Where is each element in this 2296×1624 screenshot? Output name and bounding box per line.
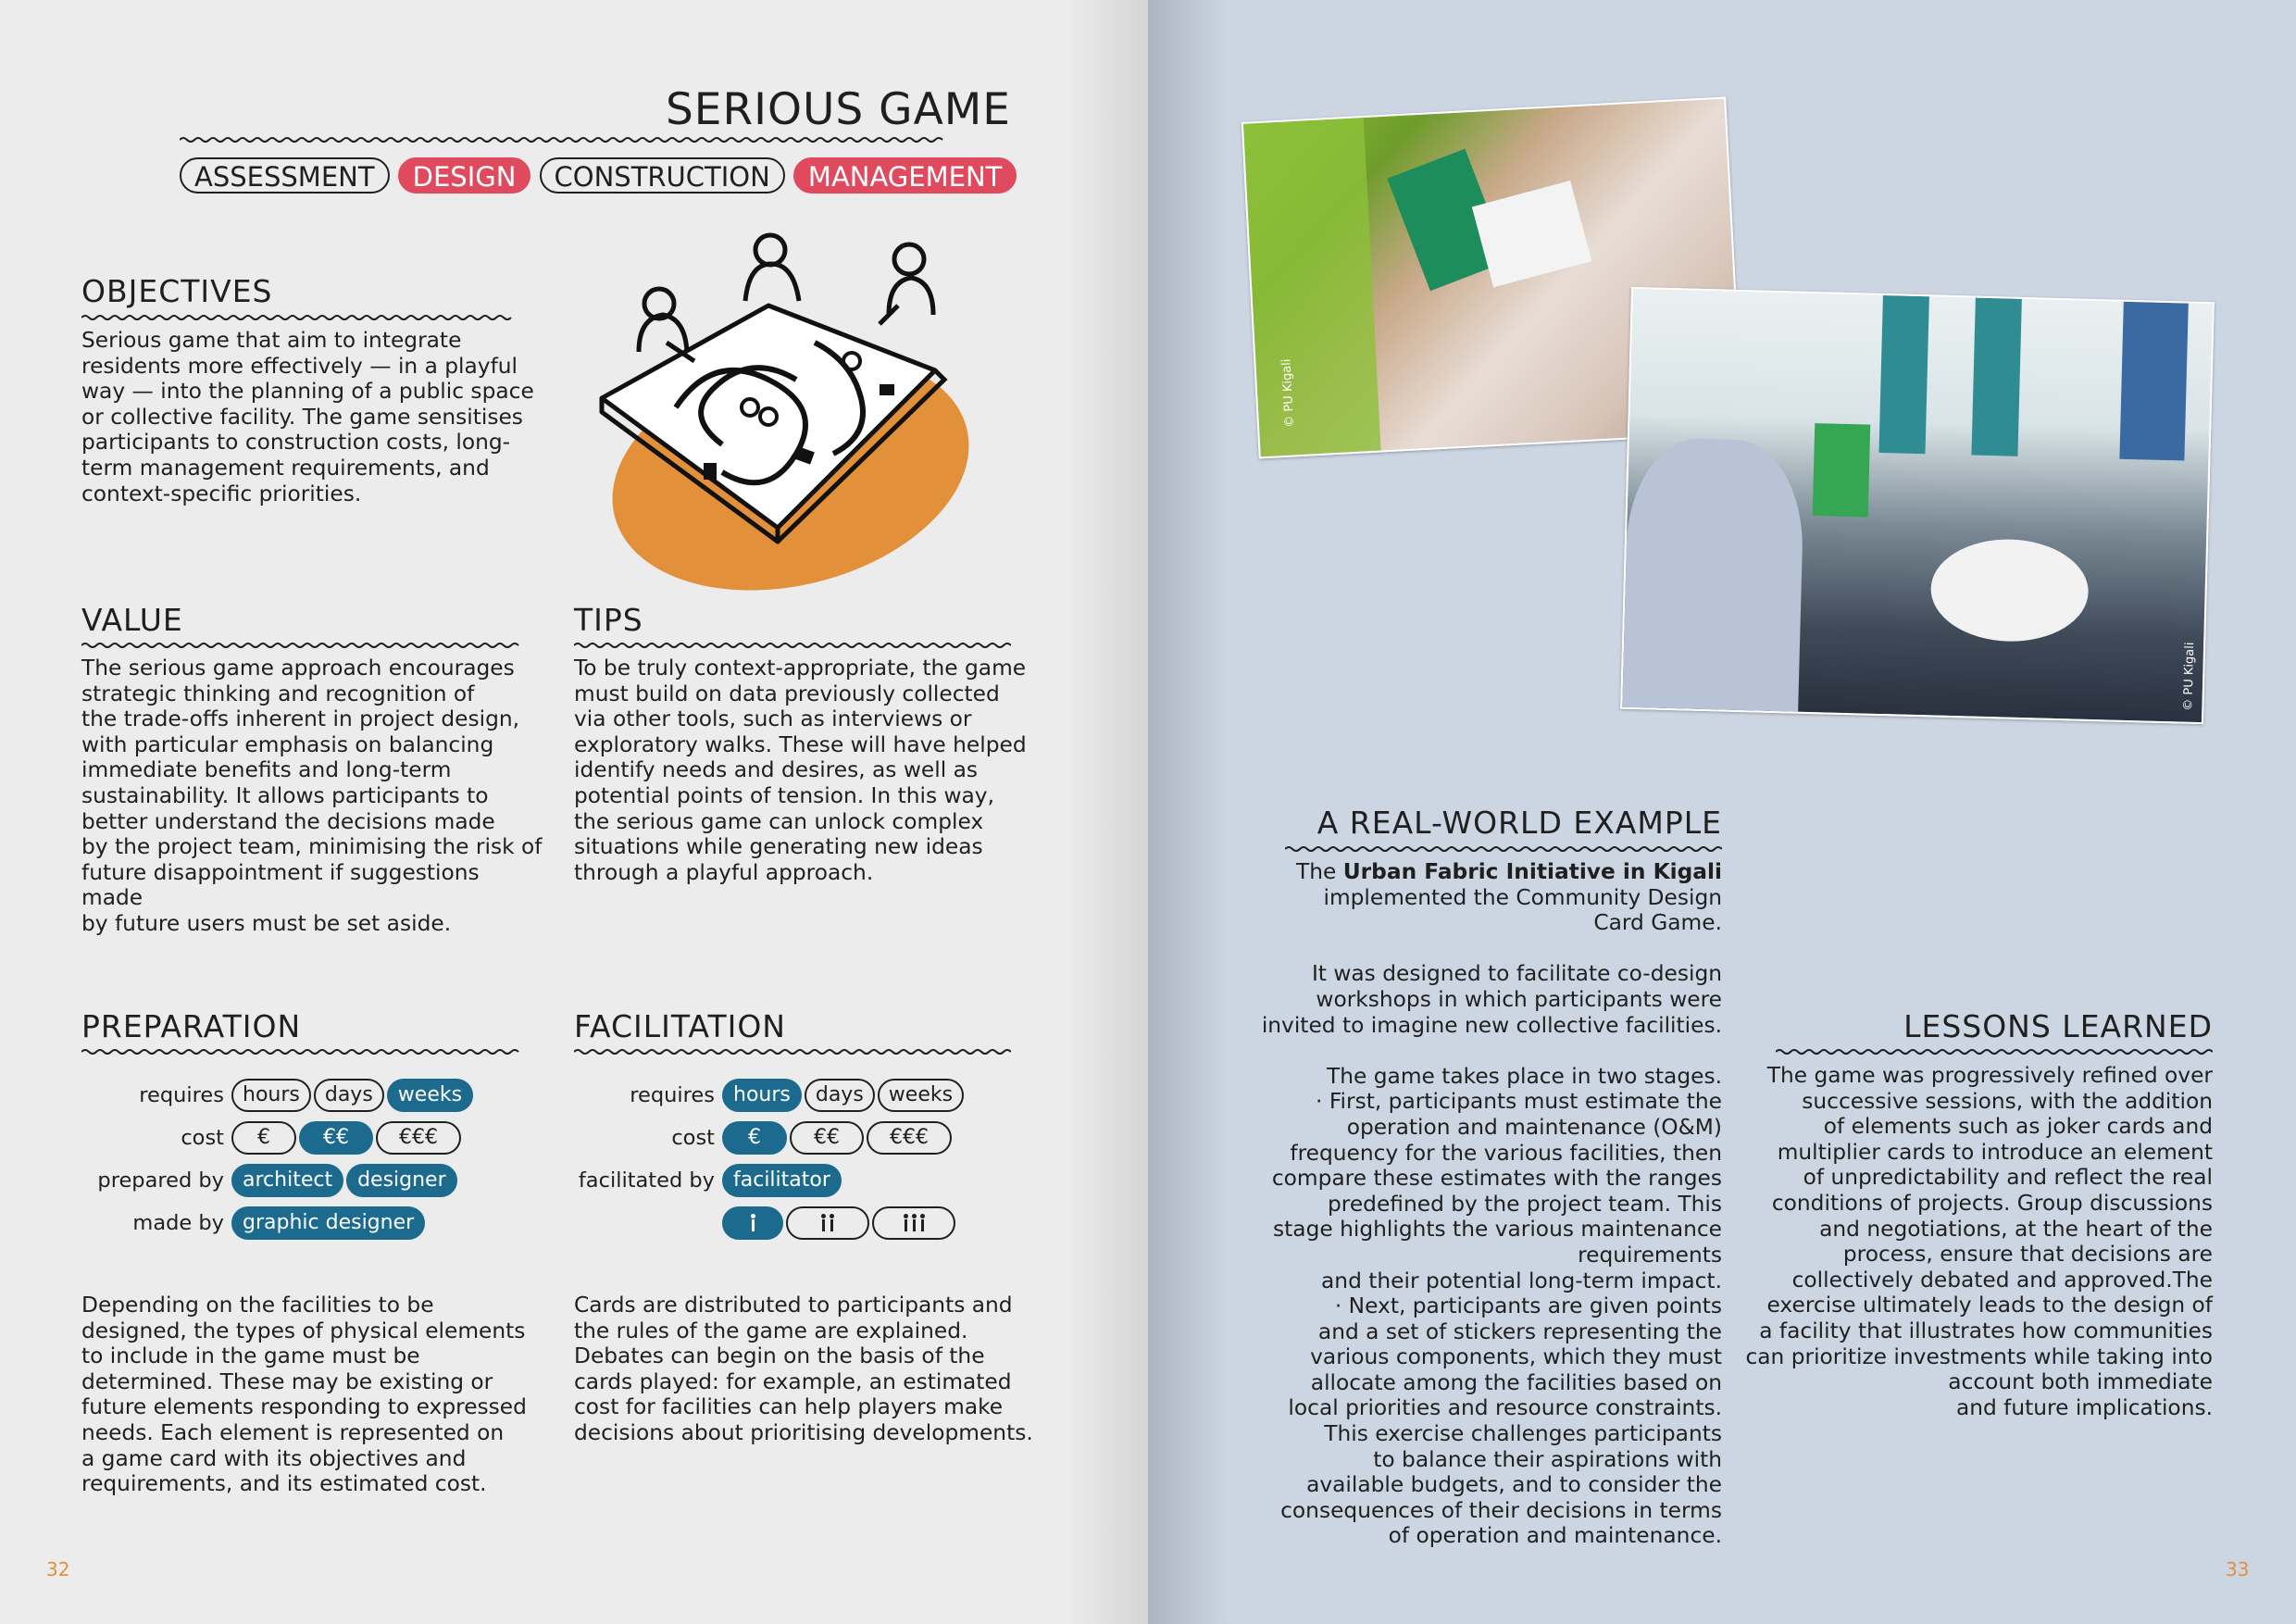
fac-cost-label: cost bbox=[671, 1126, 715, 1150]
preparation-underline bbox=[81, 1047, 520, 1056]
prep-pill-cost-3: €€€ bbox=[376, 1121, 461, 1155]
objectives-heading: OBJECTIVES bbox=[81, 273, 273, 309]
prep-requires-row bbox=[81, 1078, 476, 1113]
example-text: The Urban Fabric Initiative in Kigali implemented the Community Design Card Game. It was designed to facilitate co-design workshops in which participants were invited to imagine new collective facilities. The game takes place in two stages. · First, participants must estimate the operation and maintenance (O&M) frequency for the various facilities, then compare these estimates with the ranges predefined by the project team. This stage highlights the various maintenance requirements and their potential long-term impact. · Next, participants are given points and a set of stickers representing the various components, which they must allocate among the facilities based on local priorities and resource constraints. This exercise challenges participants to balance their aspirations with available budgets, and to consider the consequences of their decisions in terms of operation and maintenance. bbox=[1261, 859, 1722, 1549]
objectives-underline bbox=[81, 313, 515, 322]
group-size-three-icon bbox=[872, 1206, 955, 1240]
facilitation-underline bbox=[574, 1047, 1011, 1056]
photo-credit-2: © PU Kigali bbox=[2181, 642, 2198, 711]
tips-underline bbox=[574, 641, 1011, 650]
title-underline bbox=[180, 135, 1011, 144]
prep-cost-row bbox=[81, 1120, 464, 1156]
fac-requires-row bbox=[574, 1078, 967, 1113]
photo-workshop-group bbox=[1620, 287, 2215, 724]
tips-heading: TIPS bbox=[574, 602, 643, 638]
prep-prepared-label: prepared by bbox=[97, 1168, 224, 1193]
preparation-text: Depending on the facilities to be designed, the types of physical elements to include in the game must be determined. These may be existing or future elements responding to expressed needs. Each element is represented on a game card with its objectives and requirements, and its estimated cost. bbox=[81, 1293, 527, 1497]
fac-pill-hours: hours bbox=[722, 1079, 802, 1112]
fac-group-size-row bbox=[574, 1206, 958, 1241]
prep-pill-cost-1: € bbox=[231, 1121, 296, 1155]
board-game-illustration bbox=[574, 231, 981, 602]
fac-pill-weeks: weeks bbox=[878, 1079, 964, 1112]
page-number-right: 33 bbox=[2226, 1558, 2250, 1580]
group-size-one-icon bbox=[722, 1206, 783, 1240]
phase-tags bbox=[180, 157, 1020, 194]
facilitation-heading: FACILITATION bbox=[574, 1008, 786, 1044]
fac-pill-cost-3: €€€ bbox=[867, 1121, 952, 1155]
prep-cost-label: cost bbox=[181, 1126, 224, 1150]
value-underline bbox=[81, 641, 520, 650]
prep-pill-architect: architect bbox=[231, 1164, 343, 1197]
example-underline bbox=[1285, 844, 1722, 854]
example-heading: A REAL-WORLD EXAMPLE bbox=[1316, 805, 1722, 841]
fac-pill-cost-1: € bbox=[722, 1121, 787, 1155]
tips-text: To be truly context-appropriate, the game must build on data previously collected via other tools, such as interviews or exploratory walks. These will have helped identify needs and desires, as well as potential points of tension. In this way, the serious game can unlock complex situations while generating new ideas through a playful approach. bbox=[574, 656, 1027, 885]
fac-requires-label: requires bbox=[630, 1083, 715, 1107]
value-text: The serious game approach encourages strategic thinking and recognition of the trade-offs inherent in project design, with particular emphasis on balancing immediate benefits and long-term sustainability. It allows participants to better understand the decisions made by the project team, minimising the risk of future disappointment if suggestions made by future users must be set aside. bbox=[81, 656, 543, 936]
lessons-heading: LESSONS LEARNED bbox=[1903, 1008, 2213, 1044]
group-size-two-icon bbox=[786, 1206, 869, 1240]
prep-pill-weeks: weeks bbox=[387, 1079, 473, 1112]
objectives-text: Serious game that aim to integrate residents more effectively — in a playful way — into the planning of a public space or collective facility. The game sensitises participants to construction costs, long- term management requirements, and context-specific priorities. bbox=[81, 328, 534, 506]
prep-pill-cost-2: €€ bbox=[299, 1121, 373, 1155]
preparation-heading: PREPARATION bbox=[81, 1008, 302, 1044]
fac-facilitated-label: facilitated by bbox=[578, 1168, 715, 1193]
tag-management: MANAGEMENT bbox=[793, 157, 1017, 194]
prep-pill-graphic-designer: graphic designer bbox=[231, 1206, 425, 1240]
prep-pill-designer: designer bbox=[346, 1164, 457, 1197]
prep-prepared-row bbox=[81, 1163, 460, 1198]
prep-pill-days: days bbox=[314, 1079, 384, 1112]
fac-pill-days: days bbox=[805, 1079, 875, 1112]
page-number-left: 32 bbox=[46, 1558, 70, 1580]
value-heading: VALUE bbox=[81, 602, 183, 638]
prep-made-label: made by bbox=[132, 1211, 224, 1235]
lessons-underline bbox=[1776, 1047, 2213, 1056]
fac-pill-cost-2: €€ bbox=[790, 1121, 864, 1155]
prep-made-row bbox=[81, 1206, 428, 1241]
prep-pill-hours: hours bbox=[231, 1079, 311, 1112]
photo-credit-1: © PU Kigali bbox=[1279, 358, 1298, 429]
prep-requires-label: requires bbox=[139, 1083, 224, 1107]
fac-cost-row bbox=[574, 1120, 955, 1156]
lessons-text: The game was progressively refined over successive sessions, with the addition of elements such as joker cards and multiplier cards to introduce an element of unpredictability and reflect the real conditions of projects. Group discussions and negotiations, at the heart of the process, ensure that decisions are collectively debated and approved.The exercise ultimately leads to the design of a facility that illustrates how communities can prioritize investments while taking into account both immediate and future implications. bbox=[1745, 1063, 2213, 1420]
tag-assessment: ASSESSMENT bbox=[180, 157, 390, 194]
tag-design: DESIGN bbox=[398, 157, 531, 194]
tag-construction: CONSTRUCTION bbox=[540, 157, 785, 194]
page-title: SERIOUS GAME bbox=[665, 84, 1011, 135]
fac-facilitated-row bbox=[574, 1163, 844, 1198]
urban-fabric-initiative-bold: Urban Fabric Initiative in Kigali bbox=[1342, 859, 1722, 884]
facilitation-text: Cards are distributed to participants and the rules of the game are explained. Debates can begin on the basis of the cards played: for example, an estimated cost for facilities can help players make decisions about prioritising developments. bbox=[574, 1293, 1033, 1445]
fac-pill-facilitator: facilitator bbox=[722, 1164, 842, 1197]
